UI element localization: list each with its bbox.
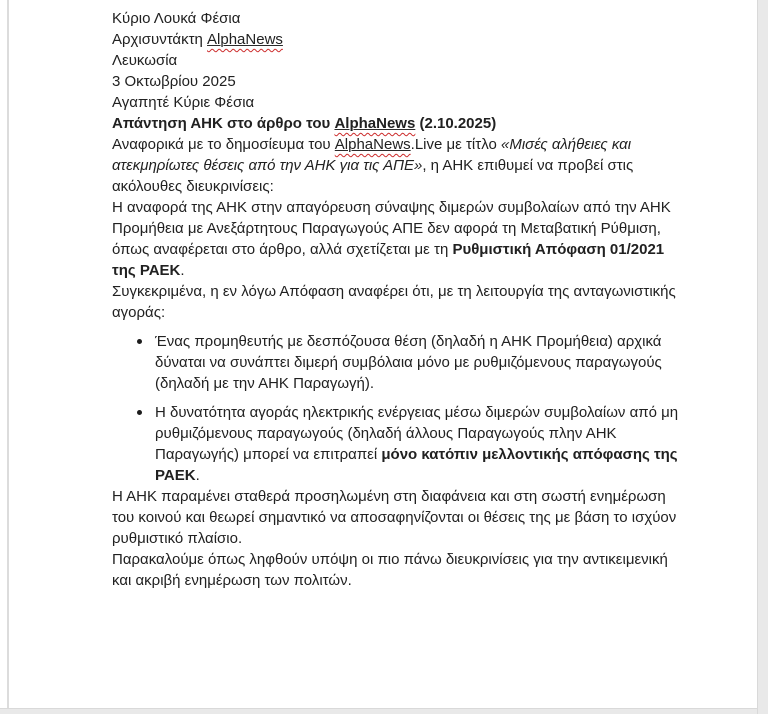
text-segment: , η ΑΗΚ επιθυμεί να προβεί στις ακόλουθες διευκρινίσεις: [112, 157, 634, 195]
underlined-text [207, 31, 283, 48]
text-segment: 3 Οκτωβρίου 2025 [112, 73, 236, 90]
text-segment: μόνο κατόπιν μελλοντικής απόφασης της ΡΑΕΚ [155, 446, 678, 484]
bullet-item [112, 331, 690, 394]
text-segment: Παρακαλούμε όπως ληφθούν υπόψη οι πιο πάνω διευκρινίσεις για την αντικειμενική και ακριβή ενημέρωση των πολιτών. [112, 551, 668, 589]
text-segment: . [195, 467, 200, 484]
bullet-item [112, 402, 690, 486]
underlined-text [334, 115, 415, 132]
text-segment: Αγαπητέ Κύριε Φέσια [112, 94, 255, 111]
text-segment: «Μισές αλήθειες και ατεκμηρίωτες θέσεις από την ΑΗΚ για τις ΑΠΕ» [112, 136, 632, 174]
page-bottom-margin [0, 708, 757, 714]
underlined-text [335, 136, 411, 153]
text-segment: Ένας προμηθευτής με δεσπόζουσα θέση (δηλαδή η ΑΗΚ Προμήθεια) αρχικά δύναται να συνάπτει διμερή συμβόλαια μόνο με ρυθμιζόμενους παραγωγούς (δηλαδή με την ΑΗΚ Παραγωγή). [155, 333, 662, 392]
date-line [112, 71, 690, 92]
subject-line [112, 113, 690, 134]
text-segment: Η αναφορά της ΑΗΚ στην απαγόρευση σύναψης διμερών συμβολαίων από την ΑΗΚ Προμήθεια με Ανεξάρτητους Παραγωγούς ΑΠΕ δεν αφορά τη Μεταβατική Ρύθμιση, όπως αναφέρεται στο άρθρο, αλλά σχετίζεται με τη [112, 199, 671, 258]
body-paragraph [112, 486, 690, 549]
body-paragraph [112, 549, 690, 591]
text-segment: Απάντηση ΑΗΚ στο άρθρο του [112, 115, 335, 132]
recipient-title-line [112, 29, 690, 50]
text-segment: Κύριο Λουκά Φέσια [112, 10, 241, 27]
page-right-margin [757, 0, 768, 714]
misspelled-word: AlphaNews [334, 136, 411, 153]
body-paragraph [112, 281, 690, 323]
page-left-edge [7, 0, 9, 714]
text-segment: . [180, 262, 185, 279]
recipient-name-line [112, 8, 690, 29]
text-segment: Αρχισυντάκτη [112, 31, 208, 48]
bullet-list [112, 331, 690, 486]
recipient-city-line [112, 50, 690, 71]
letter-body [112, 8, 690, 591]
text-segment: (2.10.2025) [415, 115, 497, 132]
body-paragraph [112, 134, 690, 197]
bullet-icon [137, 339, 142, 344]
misspelled-word: AlphaNews [207, 31, 283, 48]
bullet-icon [137, 410, 142, 415]
text-segment: Συγκεκριμένα, η εν λόγω Απόφαση αναφέρει ότι, με τη λειτουργία της ανταγωνιστικής αγοράς: [112, 283, 676, 321]
body-paragraph [112, 197, 690, 281]
text-segment: Η δυνατότητα αγοράς ηλεκτρικής ενέργειας μέσω διμερών συμβολαίων από μη ρυθμιζόμενους παραγωγούς (δηλαδή άλλους Παραγωγούς πλην ΑΗΚ Παραγωγής) μπορεί να επιτραπεί [155, 404, 679, 463]
misspelled-word: AlphaNews [334, 115, 416, 132]
text-segment: Λευκωσία [112, 52, 178, 69]
text-segment: Ρυθμιστική Απόφαση 01/2021 της ΡΑΕΚ [112, 241, 665, 279]
text-segment: .Live με τίτλο [410, 136, 501, 153]
text-segment: Η ΑΗΚ παραμένει σταθερά προσηλωμένη στη διαφάνεια και στη σωστή ενημέρωση του κοινού και θεωρεί σημαντικό να αποσαφηνίζονται οι θέσεις της με βάση το ισχύον ρυθμιστικό πλαίσιο. [112, 488, 677, 547]
text-segment: Αναφορικά με το δημοσίευμα του [112, 136, 335, 153]
salutation-line [112, 92, 690, 113]
